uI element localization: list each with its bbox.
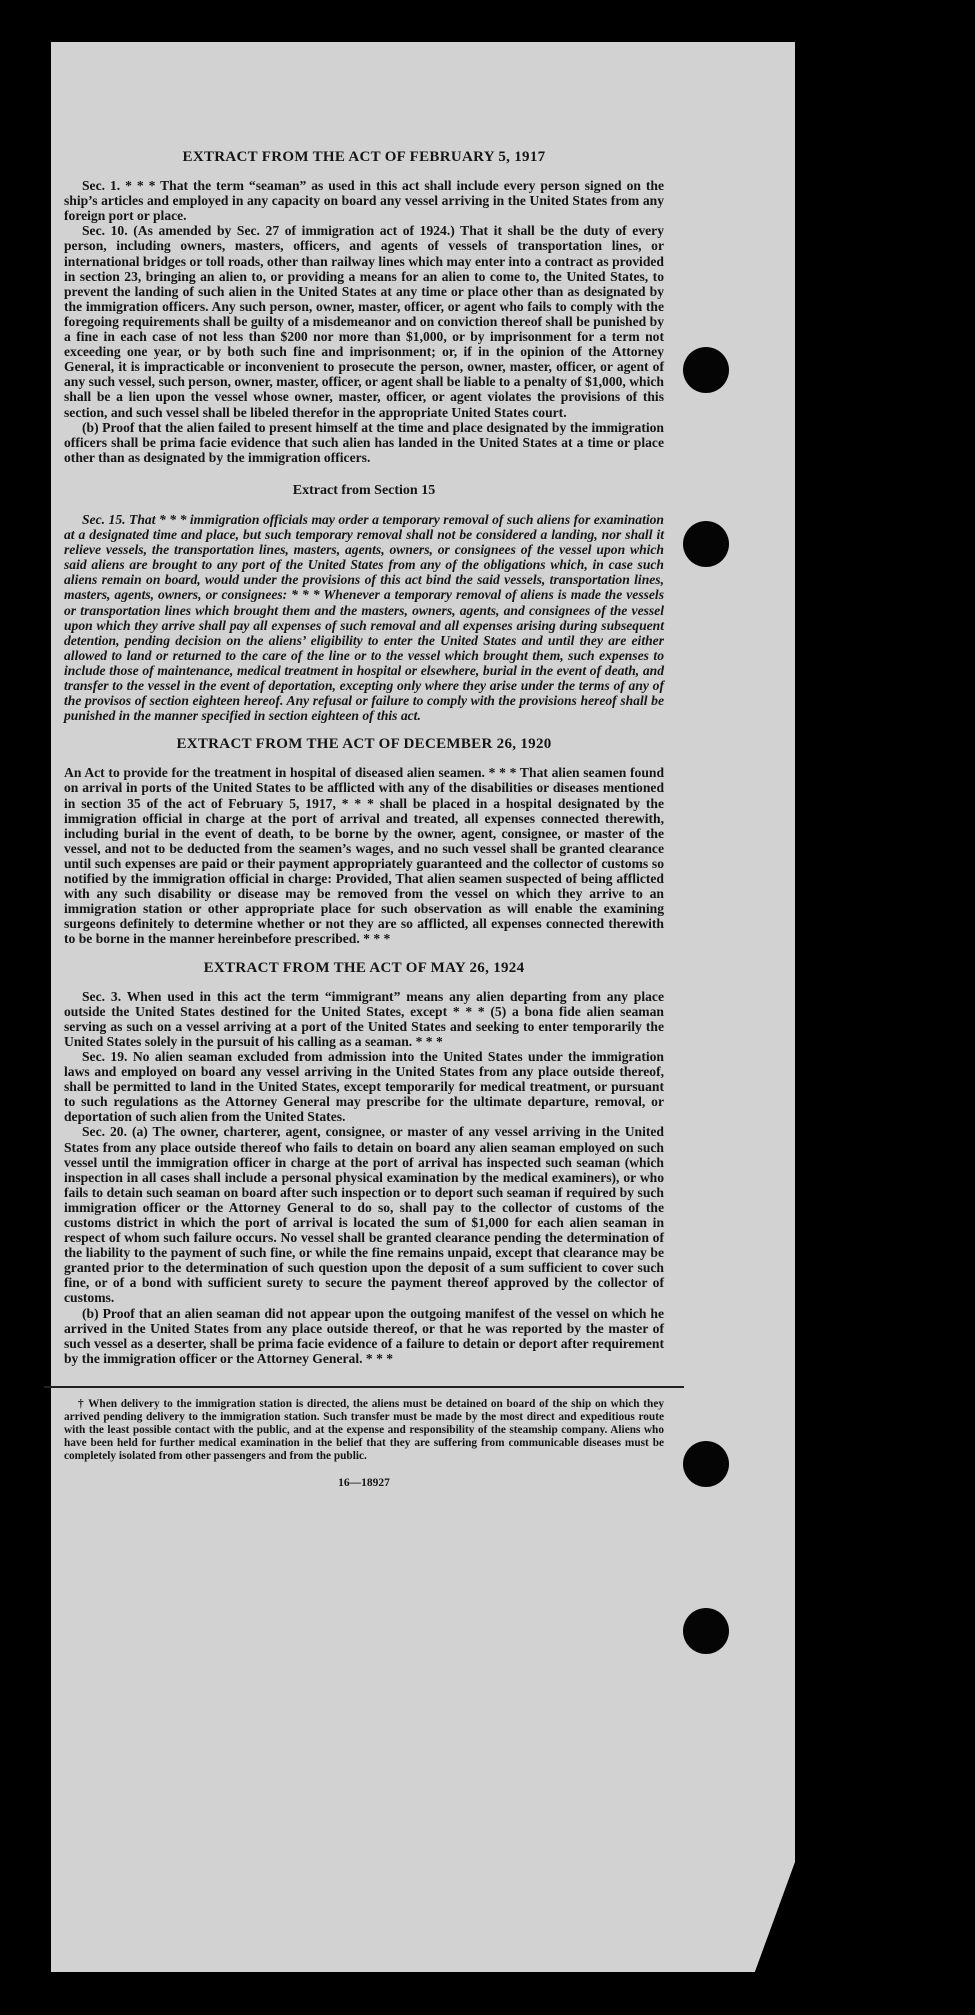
footnote: † When delivery to the immigration station is directed, the aliens must be detained on board of the ship on which they arrived pending delivery to the immigration station. Such transfer must be made by the most direct and expeditious route with the least possible contact with the public, and at the expense and responsibility of the steamship company. Aliens who have been held for further medical examination in the belief that they are suffering from communicable diseases must be completely isolated from other passengers and from the public.: [64, 1397, 664, 1462]
paragraph: Sec. 10. (As amended by Sec. 27 of immigration act of 1924.) That it shall be the duty of every person, including owners, masters, officers, and agents of vessels of transportation lines, or international bridges or toll roads, other than railway lines which may enter into a contract as provided in section 23, bringing an alien to, or providing a means for an alien to come to, the United States, to prevent the landing of such alien in the United States at any time or place other than as designated by the immigration officers. Any such person, owner, master, officer, or agent who fails to comply with the foregoing requirements shall be guilty of a misdemeanor and on conviction thereof shall be punished by a fine in each case of not less than $200 nor more than $1,000, or by imprisonment for a term not exceeding one year, or by both such fine and imprisonment; or, if in the opinion of the Attorney General, it is impracticable or inconvenient to prosecute the person, owner, master, officer, or agent of any such vessel, such person, owner, master, officer, or agent shall be liable to a penalty of $1,000, which shall be a lien upon the vessel whose owner, master, officer, or agent violates the provisions of this section, and such vessel shall be libeled therefor in the appropriate United States court.: [64, 223, 664, 420]
page-number: 16—18927: [338, 1476, 390, 1489]
paragraph: An Act to provide for the treatment in hospital of diseased alien seamen. * * * That alien seamen found on arrival in ports of the United States to be afflicted with any of the disabilities or diseases mentioned in section 35 of the act of February 5, 1917, * * * shall be placed in a hospital designated by the immigration official in charge at the port of arrival and treated, all expenses connected therewith, including burial in the event of death, to be borne by the owner, agent, consignee, or master of the vessel, and not to be deducted from the seamen’s wages, and no such vessel shall be granted clearance until such expenses are paid or their payment appropriately guaranteed and the collector of customs so notified by the immigration official in charge: Provided, That alien seamen suspected of being afflicted with any such disability or disease may be removed from the vessel on which they arrive to an immigration station or other appropriate place for such observation as will enable the examining surgeons definitely to determine whether or not they are so afflicted, all expenses connected therewith to be borne in the manner hereinbefore prescribed. * * *: [64, 765, 664, 947]
punch-hole: [683, 347, 729, 393]
act-1917-text: [64, 178, 664, 465]
footnote-divider: [44, 1386, 684, 1388]
heading-act-1924: EXTRACT FROM THE ACT OF MAY 26, 1924: [203, 959, 525, 976]
paragraph: Sec. 19. No alien seaman excluded from admission into the United States under the immigration laws and employed on board any vessel arriving in the United States from any place outside thereof, shall be permitted to land in the United States, except temporarily for medical treatment, or pursuant to such regulations as the Attorney General may prescribe for the ultimate departure, removal, or deportation of such alien from the United States.: [64, 1048, 664, 1125]
section-15-text: [64, 512, 664, 723]
act-1920-text: [64, 765, 664, 946]
punch-hole: [683, 1608, 729, 1654]
paragraph: Sec. 15. That * * * immigration officials may order a temporary removal of such aliens for examination at a designated time and place, but such temporary removal shall not be considered a landing, nor shall it relieve vessels, the transportation lines, masters, agents, owners, or consignees of the vessel upon which said aliens are brought to any port of the United States from any of the obligations which, in case such aliens remain on board, would under the provisions of this act bind the said vessels, transportation lines, masters, agents, owners, or consignees: * * * Whenever a temporary removal of aliens is made the vessels or transportation lines which brought them and the masters, owners, agents, and consignees of the vessel upon which they arrive shall pay all expenses of such removal and all expenses arising during subsequent detention, pending decision on the aliens’ eligibility to enter the United States and until they are either allowed to land or returned to the care of the line or to the vessel which brought them, such expenses to include those of maintenance, medical treatment in hospital or elsewhere, burial in the event of death, and transfer to the vessel in the event of deportation, excepting only where they arise under the terms of any of the provisos of section eighteen hereof. Any refusal or failure to comply with the provisions hereof shall be punished in the manner specified in section eighteen of this act.: [64, 511, 664, 724]
document-body: [64, 150, 664, 1491]
heading-act-1920: EXTRACT FROM THE ACT OF DECEMBER 26, 1920: [176, 736, 552, 753]
act-1924-text: [64, 989, 664, 1366]
paragraph: Sec. 20. (a) The owner, charterer, agent, consignee, or master of any vessel arriving in the United States from any place outside thereof who fails to detain on board any alien seaman employed on such vessel until the immigration officer in charge at the port of arrival has inspected such seaman (which inspection in all cases shall include a personal physical examination by the medical examiners), or who fails to detain such seaman on board after such inspection or to deport such seaman if required by such immigration officer or the Attorney General to do so, shall pay to the collector of customs of the customs district in which the port of arrival is located the sum of $1,000 for each alien seaman in respect of whom such failure occurs. No vessel shall be granted clearance pending the determination of the liability to the payment of such fine, or while the fine remains unpaid, except that clearance may be granted prior to the determination of such question upon the deposit of a sum sufficient to cover such fine, or of a bond with sufficient surety to secure the payment thereof approved by the collector of customs.: [64, 1124, 664, 1306]
punch-hole: [683, 1441, 729, 1487]
heading-act-1917: EXTRACT FROM THE ACT OF FEBRUARY 5, 1917: [182, 149, 546, 165]
heading-section-15: Extract from Section 15: [292, 482, 436, 498]
punch-hole: [683, 521, 729, 567]
paragraph: Sec. 1. * * * That the term “seaman” as used in this act shall include every person signed on the ship’s articles and employed in any capacity on board any vessel arriving in the United States from any foreign port or place.: [64, 178, 664, 224]
paragraph: (b) Proof that an alien seaman did not appear upon the outgoing manifest of the vessel on which he arrived in the United States from any place outside thereof, or that he was reported by the master of such vessel as a deserter, shall be prima facie evidence of a failure to detain or deport after requirement by the immigration officer or the Attorney General. * * *: [64, 1305, 664, 1366]
paragraph: Sec. 3. When used in this act the term “immigrant” means any alien departing from any place outside the United States destined for the United States, except * * * (5) a bona fide alien seaman serving as such on a vessel arriving at a port of the United States and seeking to enter temporarily the United States solely in the pursuit of his calling as a seaman. * * *: [64, 988, 664, 1049]
paragraph: (b) Proof that the alien failed to present himself at the time and place designated by the immigration officers shall be prima facie evidence that such alien has landed in the United States at a time or place other than as designated by the immigration officers.: [64, 419, 664, 465]
